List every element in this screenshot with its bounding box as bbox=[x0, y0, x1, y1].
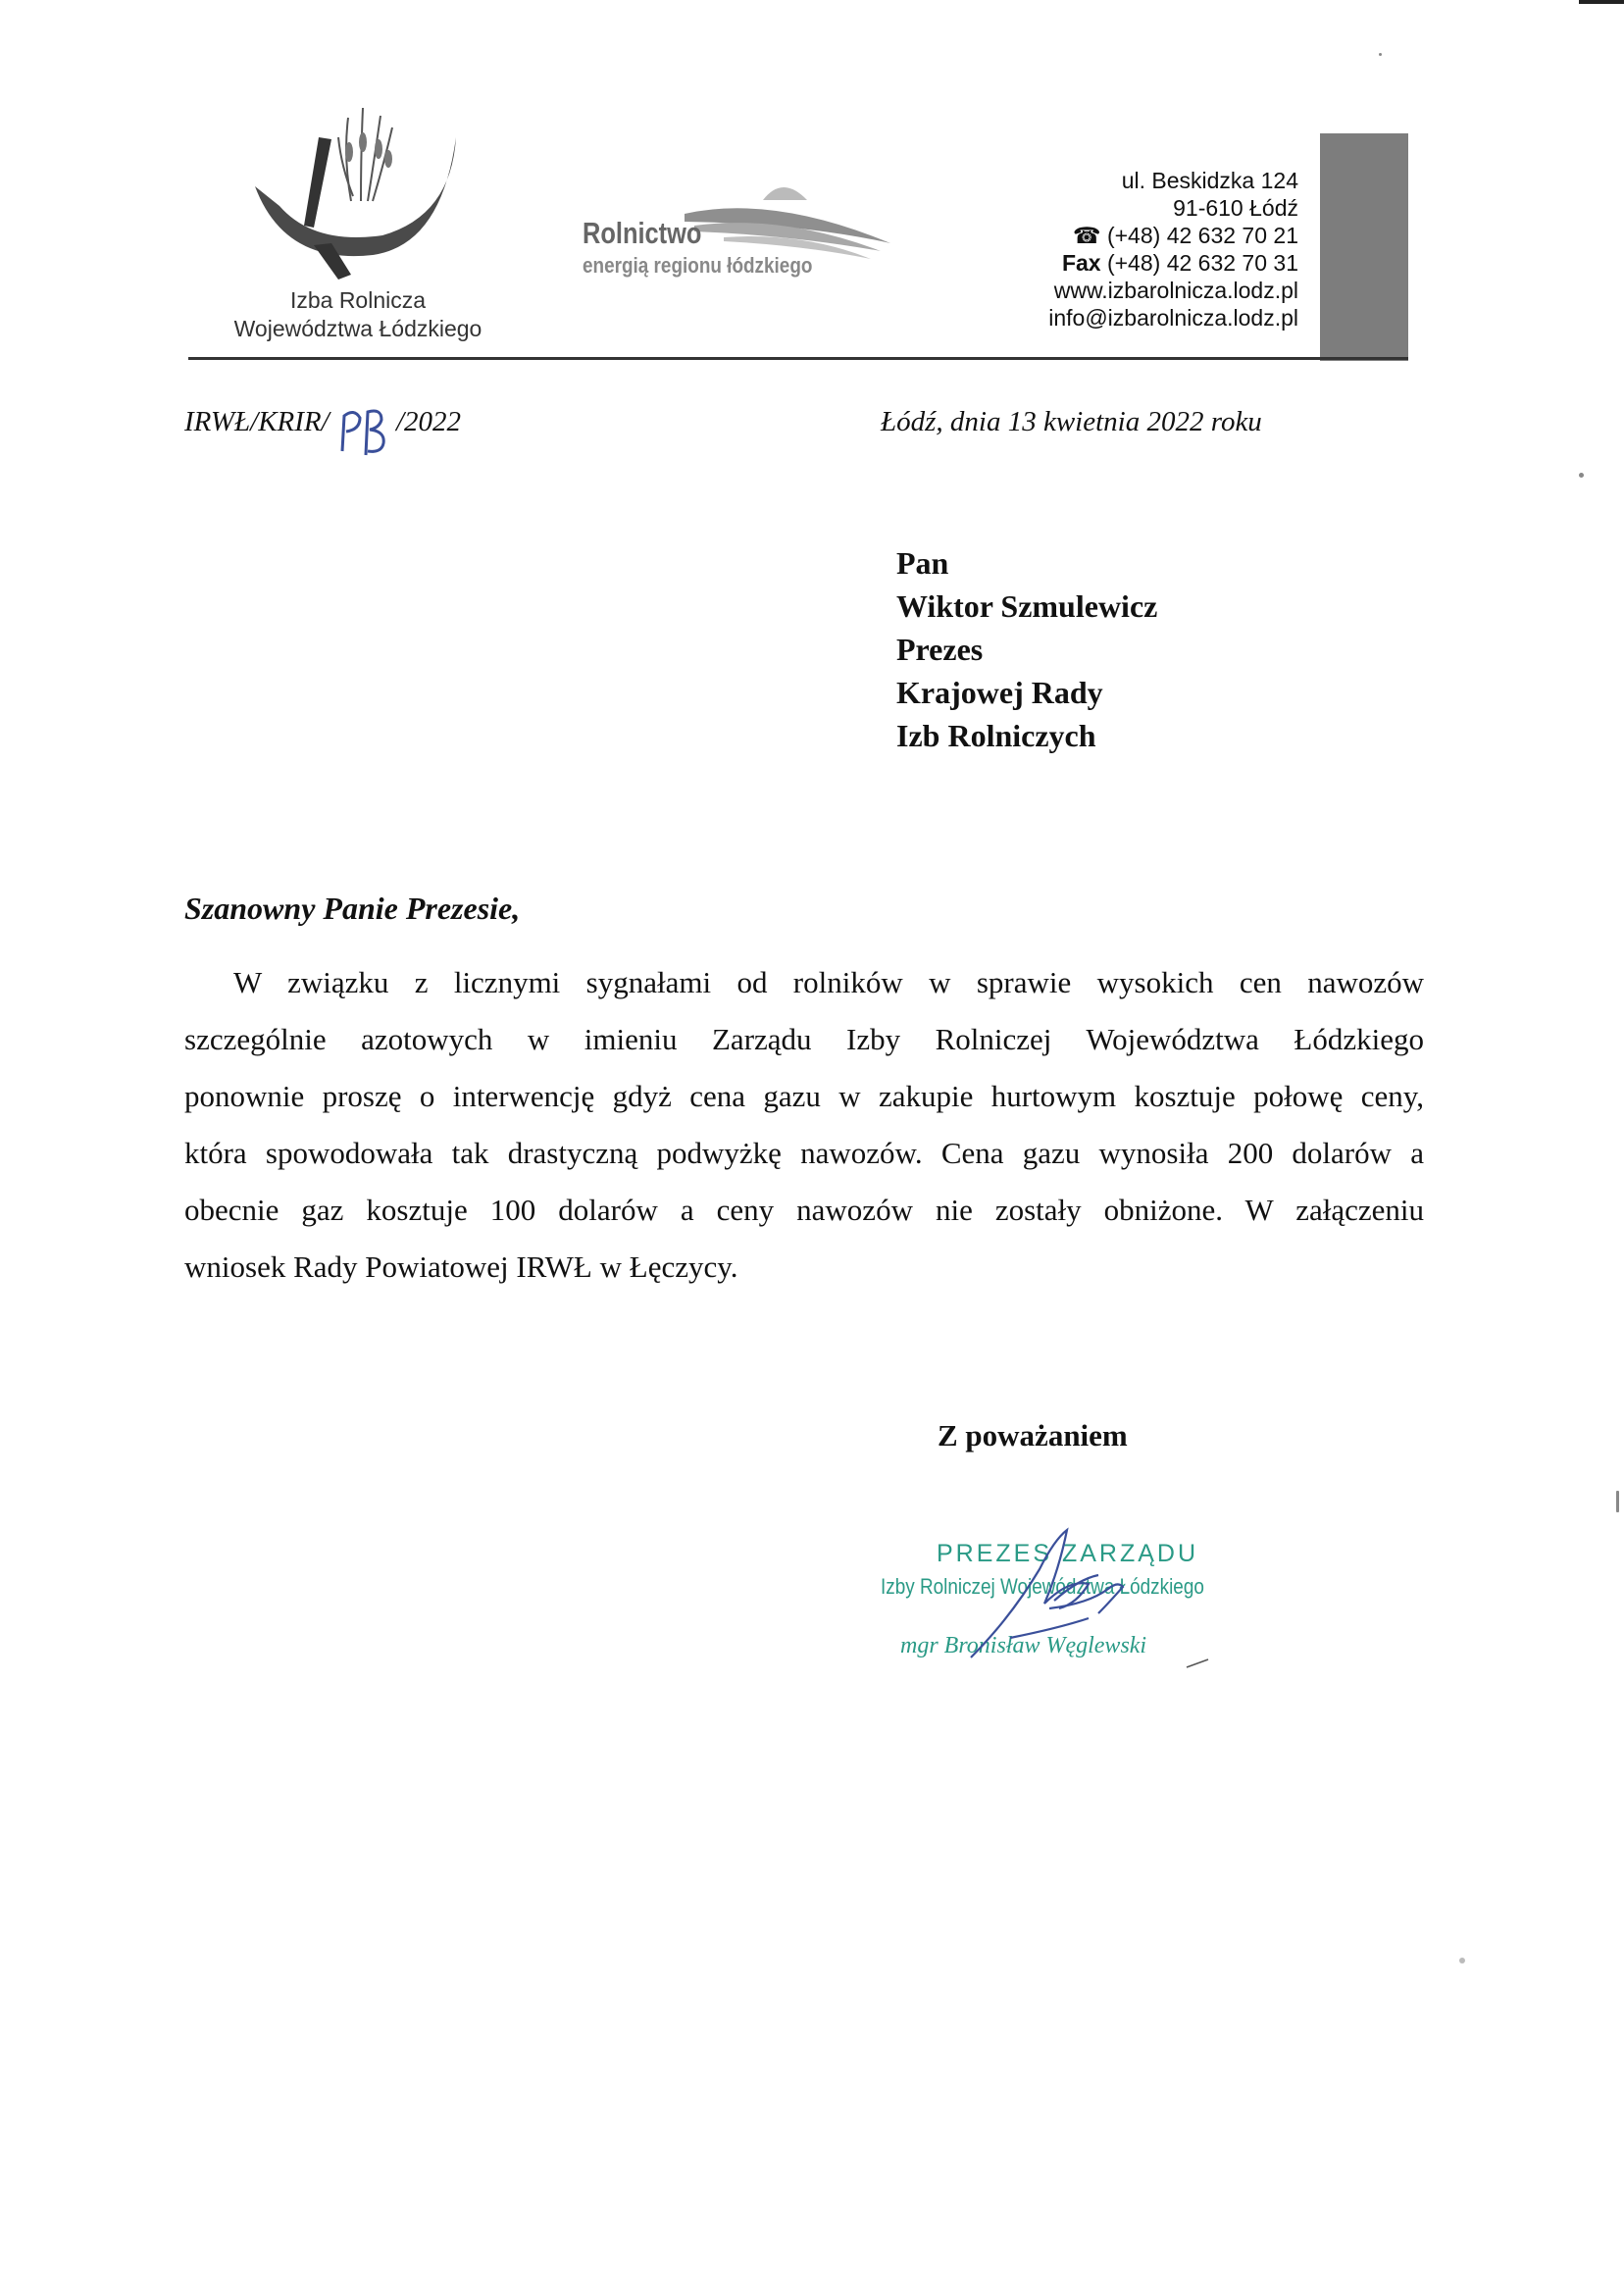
stamp-organization: Izby Rolniczej Województwa Łódzkiego bbox=[881, 1574, 1204, 1599]
stamp-name: mgr Bronisław Węglewski bbox=[900, 1633, 1147, 1658]
addressee-line-3: Prezes bbox=[896, 632, 984, 667]
reference-prefix: IRWŁ/KRIR/ bbox=[184, 406, 330, 437]
reference-suffix: /2022 bbox=[396, 406, 462, 437]
header-divider bbox=[188, 357, 1408, 360]
addressee-line-5: Izb Rolniczych bbox=[896, 718, 1096, 753]
closing: Z poważaniem bbox=[938, 1418, 1128, 1453]
handwritten-signature bbox=[951, 1510, 1245, 1687]
body-line-5: obecnie gaz kosztuje 100 dolarów a ceny nawozów nie zostały obniżone. W załączeniu bbox=[184, 1193, 1424, 1227]
addressee-line-4: Krajowej Rady bbox=[896, 675, 1103, 710]
body-line-3: ponownie proszę o interwencję gdyż cena gazu w zakupie hurtowym kosztuje połowę ceny, bbox=[184, 1079, 1424, 1113]
fax-number: (+48) 42 632 70 31 bbox=[1106, 250, 1298, 276]
address-street: ul. Beskidzka 124 bbox=[1121, 168, 1298, 193]
handwritten-reference-number bbox=[338, 402, 392, 461]
fax-label: Fax bbox=[1061, 250, 1101, 276]
body-line-4: która spowodowała tak drastyczną podwyżkę nawozów. Cena gazu wynosiła 200 dolarów a bbox=[184, 1136, 1424, 1170]
email-link[interactable]: info@izbarolnicza.lodz.pl bbox=[1048, 305, 1298, 331]
body-line-2: szczególnie azotowych w imieniu Zarządu Izby Rolniczej Województwa Łódzkiego bbox=[184, 1022, 1424, 1056]
header-gray-block bbox=[1320, 133, 1408, 361]
addressee-line-2: Wiktor Szmulewicz bbox=[896, 588, 1158, 624]
body-line-1: W związku z licznymi sygnałami od rolników w sprawie wysokich cen nawozów bbox=[233, 965, 1424, 999]
scan-speck bbox=[1379, 53, 1382, 56]
organization-name-line2: Województwa Łódzkiego bbox=[233, 316, 482, 341]
scan-edge-mark bbox=[1579, 0, 1624, 4]
website-link[interactable]: www.izbarolnicza.lodz.pl bbox=[1053, 278, 1298, 303]
body-line-6: wniosek Rady Powiatowej IRWŁ w Łęczycy. bbox=[184, 1249, 738, 1284]
salutation: Szanowny Panie Prezesie, bbox=[184, 891, 521, 926]
fax-line bbox=[1062, 249, 1298, 277]
addressee-line-1: Pan bbox=[896, 545, 949, 581]
telephone-icon: ☎ bbox=[1072, 223, 1101, 248]
date-line: Łódź, dnia 13 kwietnia 2022 roku bbox=[881, 406, 1262, 437]
organization-name-line1: Izba Rolnicza bbox=[289, 287, 427, 313]
campaign-subtitle: energią regionu łódzkiego bbox=[583, 253, 813, 278]
scan-speck bbox=[1459, 1958, 1465, 1963]
scan-speck bbox=[1579, 473, 1584, 478]
address-city: 91-610 Łódź bbox=[1173, 195, 1298, 221]
stamp-title: PREZES ZARZĄDU bbox=[937, 1540, 1199, 1567]
phone-number: (+48) 42 632 70 21 bbox=[1106, 223, 1298, 248]
scan-speck bbox=[1616, 1491, 1619, 1512]
campaign-title: Rolnictwo bbox=[583, 216, 702, 250]
phone-line bbox=[1073, 222, 1298, 249]
organization-logo bbox=[245, 98, 471, 294]
